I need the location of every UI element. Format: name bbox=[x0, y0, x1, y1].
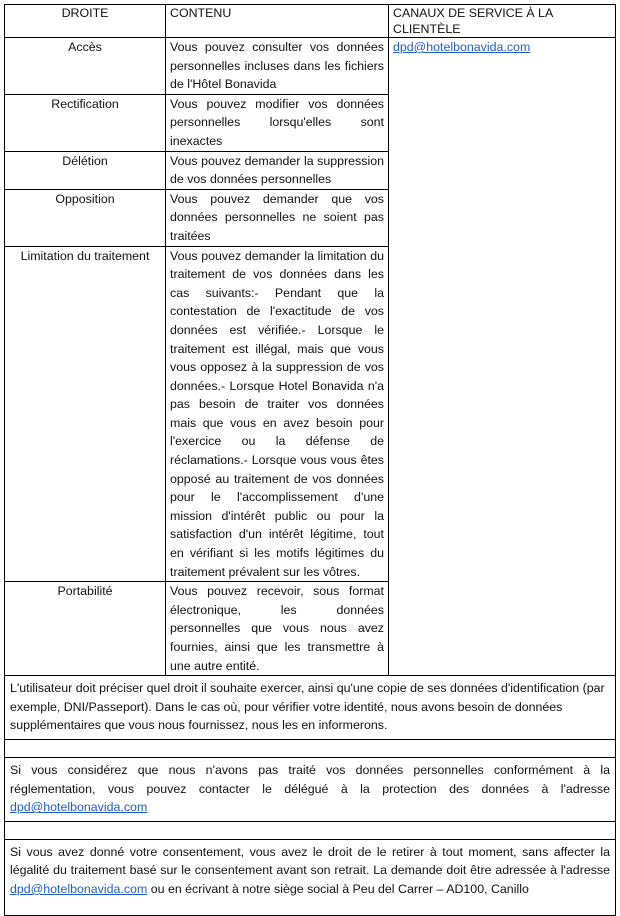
consent-note-text: Si vous avez donné votre consentement, vous avez le droit de le retirer à tout moment, sans affecter la légalité du traitement basé sur le consentement avant son retrait. La demande doit être adressée à l'adresse bbox=[10, 844, 610, 878]
channels-cell bbox=[389, 38, 616, 676]
table-row bbox=[5, 38, 616, 95]
right-description: Vous pouvez consulter vos données personnelles incluses dans les fichiers de l'Hôtel Bonavida bbox=[166, 38, 389, 95]
note-row bbox=[5, 757, 616, 821]
right-description: Vous pouvez recevoir, sous format électronique, les données personnelles que vous nous avez fournies, ainsi que les transmettre à une autre entité. bbox=[166, 582, 389, 676]
header-channels: CANAUX DE SERVICE À LA CLIENTÈLE bbox=[389, 5, 616, 38]
consent-note bbox=[5, 839, 616, 915]
table-header-row bbox=[5, 5, 616, 38]
identification-note: L'utilisateur doit préciser quel droit il souhaite exercer, ainsi qu'une copie de ses données d'identification (par exemple, DNI/Passeport). Dans le cas où, pour vérifier votre identité, nous avons besoin de données supplémentaires que vous nous fournissez, nous les en informerons. bbox=[5, 676, 616, 740]
right-name: Rectification bbox=[5, 94, 166, 151]
spacer-cell bbox=[5, 821, 616, 839]
right-name: Délétion bbox=[5, 151, 166, 189]
consent-email-link[interactable]: dpd@hotelbonavida.com bbox=[10, 881, 148, 896]
consent-note-address: ou en écrivant à notre siège social à Peu del Carrer – AD100, Canillo bbox=[150, 881, 529, 896]
right-name: Accès bbox=[5, 38, 166, 95]
complaint-email-link[interactable]: dpd@hotelbonavida.com bbox=[10, 800, 148, 815]
rights-table bbox=[4, 4, 616, 916]
right-name: Opposition bbox=[5, 189, 166, 246]
right-description: Vous pouvez modifier vos données personnelles lorsqu'elles sont inexactes bbox=[166, 94, 389, 151]
header-right: DROITE bbox=[5, 5, 166, 38]
note-row bbox=[5, 839, 616, 915]
right-description: Vous pouvez demander la suppression de vos données personnelles bbox=[166, 151, 389, 189]
complaint-note bbox=[5, 757, 616, 821]
channel-email-link[interactable]: dpd@hotelbonavida.com bbox=[393, 40, 531, 54]
note-row bbox=[5, 676, 616, 740]
header-content: CONTENU bbox=[166, 5, 389, 38]
spacer-row bbox=[5, 739, 616, 757]
complaint-note-text: Si vous considérez que nous n'avons pas traité vos données personnelles conformément à la réglementation, vous pouvez contacter le délégué à la protection des données à l'adresse bbox=[10, 762, 610, 796]
right-name: Limitation du traitement bbox=[5, 246, 166, 582]
spacer-cell bbox=[5, 739, 616, 757]
right-name: Portabilité bbox=[5, 582, 166, 676]
spacer-row bbox=[5, 821, 616, 839]
right-description: Vous pouvez demander que vos données personnelles ne soient pas traitées bbox=[166, 189, 389, 246]
right-description: Vous pouvez demander la limitation du traitement de vos données dans les cas suivants:- Pendant que la contestation de l'exactitude de vos données est vérifiée.- Lorsque le traitement est illégal, mais que vous vous opposez à la suppression de vos données.- Lorsque Hotel Bonavida n'a pas besoin de traiter vos données mais que vous en avez besoin pour l'exercice ou la défense de réclamations.- Lorsque vous vous êtes opposé au traitement de vos données pour le l'accomplissement d'une mission d'intérêt public ou pour la satisfaction d'un intérêt légitime, tout en vérifiant si les motifs légitimes du traitement prévalent sur les vôtres. bbox=[166, 246, 389, 582]
